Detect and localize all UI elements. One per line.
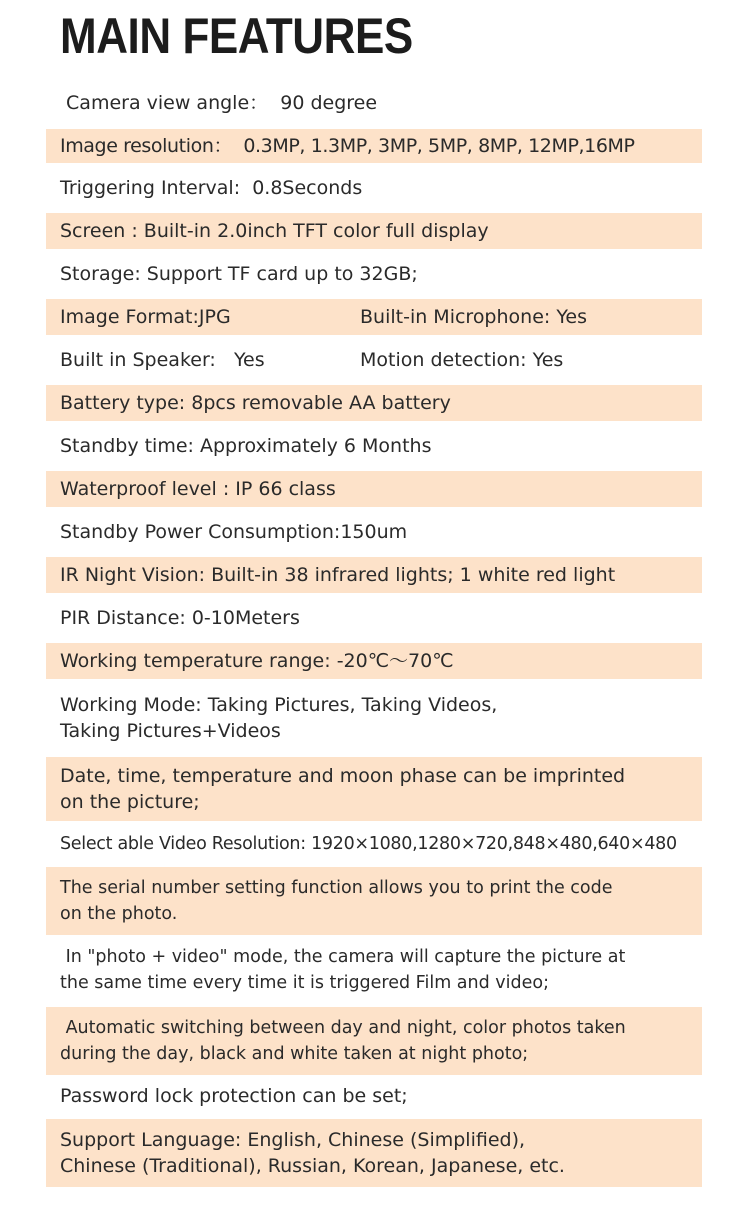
feature-storage (46, 259, 702, 289)
feature-text: Triggering Interval: 0.8Seconds (60, 177, 363, 199)
feature-format-microphone (46, 299, 702, 335)
feature-text-line2: the same time every time it is triggered Film and video; (60, 973, 549, 993)
feature-text: Password lock protection can be set; (60, 1085, 408, 1107)
feature-text-line2: Taking Pictures+Videos (60, 720, 281, 742)
feature-text: PIR Distance: 0-10Meters (60, 607, 300, 629)
feature-view-angle (46, 88, 702, 118)
feature-text-line1: Date, time, temperature and moon phase can be imprinted (60, 765, 626, 787)
feature-text-right: Built-in Microphone: Yes (360, 306, 588, 328)
feature-text-left: Built in Speaker: Yes (60, 349, 265, 371)
feature-imprint (46, 757, 702, 821)
feature-text-line2: Chinese (Traditional), Russian, Korean, Japanese, etc. (60, 1155, 565, 1177)
feature-text-line1: Working Mode: Taking Pictures, Taking Videos, (60, 694, 498, 716)
feature-battery (46, 385, 702, 421)
feature-text: Camera view angle： 90 degree (60, 92, 378, 114)
feature-text: Standby time: Approximately 6 Months (60, 435, 432, 457)
feature-password-lock (46, 1081, 702, 1111)
feature-trigger-interval (46, 173, 702, 203)
feature-ir-night-vision (46, 557, 702, 593)
feature-working-temperature (46, 643, 702, 679)
feature-text-line1: Support Language: English, Chinese (Simplified), (60, 1129, 526, 1151)
feature-text: Battery type: 8pcs removable AA battery (60, 392, 451, 414)
feature-power-consumption (46, 517, 702, 547)
feature-text: Screen : Built-in 2.0inch TFT color full display (60, 220, 489, 242)
feature-text-line1: In "photo + video" mode, the camera will capture the picture at (60, 947, 626, 967)
feature-video-resolution (46, 829, 746, 859)
feature-text-line2: during the day, black and white taken at night photo; (60, 1044, 529, 1064)
feature-text: Waterproof level : IP 66 class (60, 478, 336, 500)
feature-support-language (46, 1119, 702, 1187)
feature-text: Working temperature range: -20℃～70℃ (60, 650, 454, 672)
feature-text: Standby Power Consumption:150um (60, 521, 408, 543)
feature-day-night-switch (46, 1007, 702, 1075)
feature-text-line1: The serial number setting function allows you to print the code (60, 878, 613, 898)
feature-photo-video-mode (46, 941, 702, 999)
feature-pir-distance (46, 603, 702, 633)
page-title: MAIN FEATURES (60, 8, 413, 64)
feature-working-mode (46, 689, 702, 747)
feature-text: IR Night Vision: Built-in 38 infrared lights; 1 white red light (60, 564, 616, 586)
feature-text-right: Motion detection: Yes (360, 349, 564, 371)
feature-text-line2: on the photo. (60, 904, 178, 924)
feature-text-left: Image Format:JPG (60, 306, 231, 328)
feature-text-line2: on the picture; (60, 791, 200, 813)
feature-speaker-motion (46, 345, 702, 375)
feature-text: Image resolution： 0.3MP, 1.3MP, 3MP, 5MP, 8MP, 12MP,16MP (60, 135, 635, 157)
feature-text: Select able Video Resolution: 1920×1080,1280×720,848×480,640×480 (60, 834, 677, 854)
feature-text-line1: Automatic switching between day and night, color photos taken (60, 1018, 626, 1038)
feature-serial-number (46, 867, 702, 935)
feature-screen (46, 213, 702, 249)
feature-waterproof (46, 471, 702, 507)
feature-image-resolution (46, 129, 702, 163)
feature-text: Storage: Support TF card up to 32GB; (60, 263, 418, 285)
feature-standby-time (46, 431, 702, 461)
